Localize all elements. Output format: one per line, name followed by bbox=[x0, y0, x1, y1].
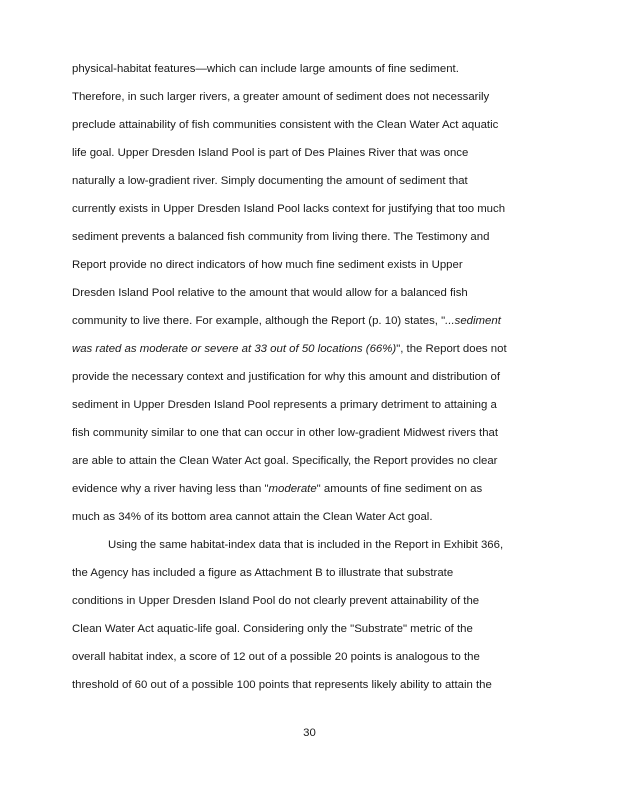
text-line-16 bbox=[72, 482, 482, 496]
paragraph-2-line-3: conditions in Upper Dresden Island Pool do not clearly prevent attainability of the bbox=[72, 595, 480, 607]
text-line-10 bbox=[72, 314, 501, 328]
paragraph-2-line-5: overall habitat index, a score of 12 out of a possible 20 points is analogous to the bbox=[72, 651, 480, 663]
text-line-2: Therefore, in such larger rivers, a greater amount of sediment does not necessarily bbox=[72, 91, 490, 103]
text-line-14: fish community similar to one that can occur in other low-gradient Midwest rivers that bbox=[72, 427, 499, 439]
text-line-3: preclude attainability of fish communities consistent with the Clean Water Act aquatic bbox=[72, 119, 499, 131]
page-number: 30 bbox=[303, 727, 316, 739]
paragraph-2-line-4: Clean Water Act aquatic-life goal. Considering only the "Substrate" metric of the bbox=[72, 623, 473, 635]
text-line-9: Dresden Island Pool relative to the amount that would allow for a balanced fish bbox=[72, 287, 468, 299]
text-line-1: physical-habitat features—which can include large amounts of fine sediment. bbox=[72, 63, 459, 75]
paragraph-2-line-1: Using the same habitat-index data that is included in the Report in Exhibit 366, bbox=[108, 539, 504, 551]
text-line-5: naturally a low-gradient river. Simply documenting the amount of sediment that bbox=[72, 175, 468, 187]
text-line-16-italic: moderate bbox=[268, 483, 317, 495]
text-line-11 bbox=[72, 342, 507, 356]
paragraph-2-line-2: the Agency has included a figure as Attachment B to illustrate that substrate bbox=[72, 567, 454, 579]
text-line-11-italic-quote: was rated as moderate or severe at 33 out of 50 locations (66%) bbox=[72, 343, 397, 355]
text-line-10-regular: community to live there. For example, although the Report (p. 10) states, " bbox=[72, 315, 446, 327]
paragraph-2-line-6: threshold of 60 out of a possible 100 points that represents likely ability to attain the bbox=[72, 679, 492, 691]
text-line-16-regular-a: evidence why a river having less than " bbox=[72, 483, 269, 495]
text-line-12: provide the necessary context and justification for why this amount and distribution of bbox=[72, 371, 501, 383]
text-line-13: sediment in Upper Dresden Island Pool represents a primary detriment to attaining a bbox=[72, 399, 497, 411]
text-line-7: sediment prevents a balanced fish community from living there. The Testimony and bbox=[72, 231, 490, 243]
text-line-6: currently exists in Upper Dresden Island Pool lacks context for justifying that too much bbox=[72, 203, 506, 215]
text-line-17: much as 34% of its bottom area cannot attain the Clean Water Act goal. bbox=[72, 511, 433, 523]
text-line-16-regular-b: " amounts of fine sediment on as bbox=[316, 483, 483, 495]
text-line-15: are able to attain the Clean Water Act goal. Specifically, the Report provides no clear bbox=[72, 455, 498, 467]
text-line-4: life goal. Upper Dresden Island Pool is part of Des Plaines River that was once bbox=[72, 147, 469, 159]
text-line-10-italic-quote: ...sediment bbox=[445, 315, 501, 327]
text-line-11-regular: ", the Report does not bbox=[396, 343, 507, 355]
text-line-8: Report provide no direct indicators of how much fine sediment exists in Upper bbox=[72, 259, 463, 271]
